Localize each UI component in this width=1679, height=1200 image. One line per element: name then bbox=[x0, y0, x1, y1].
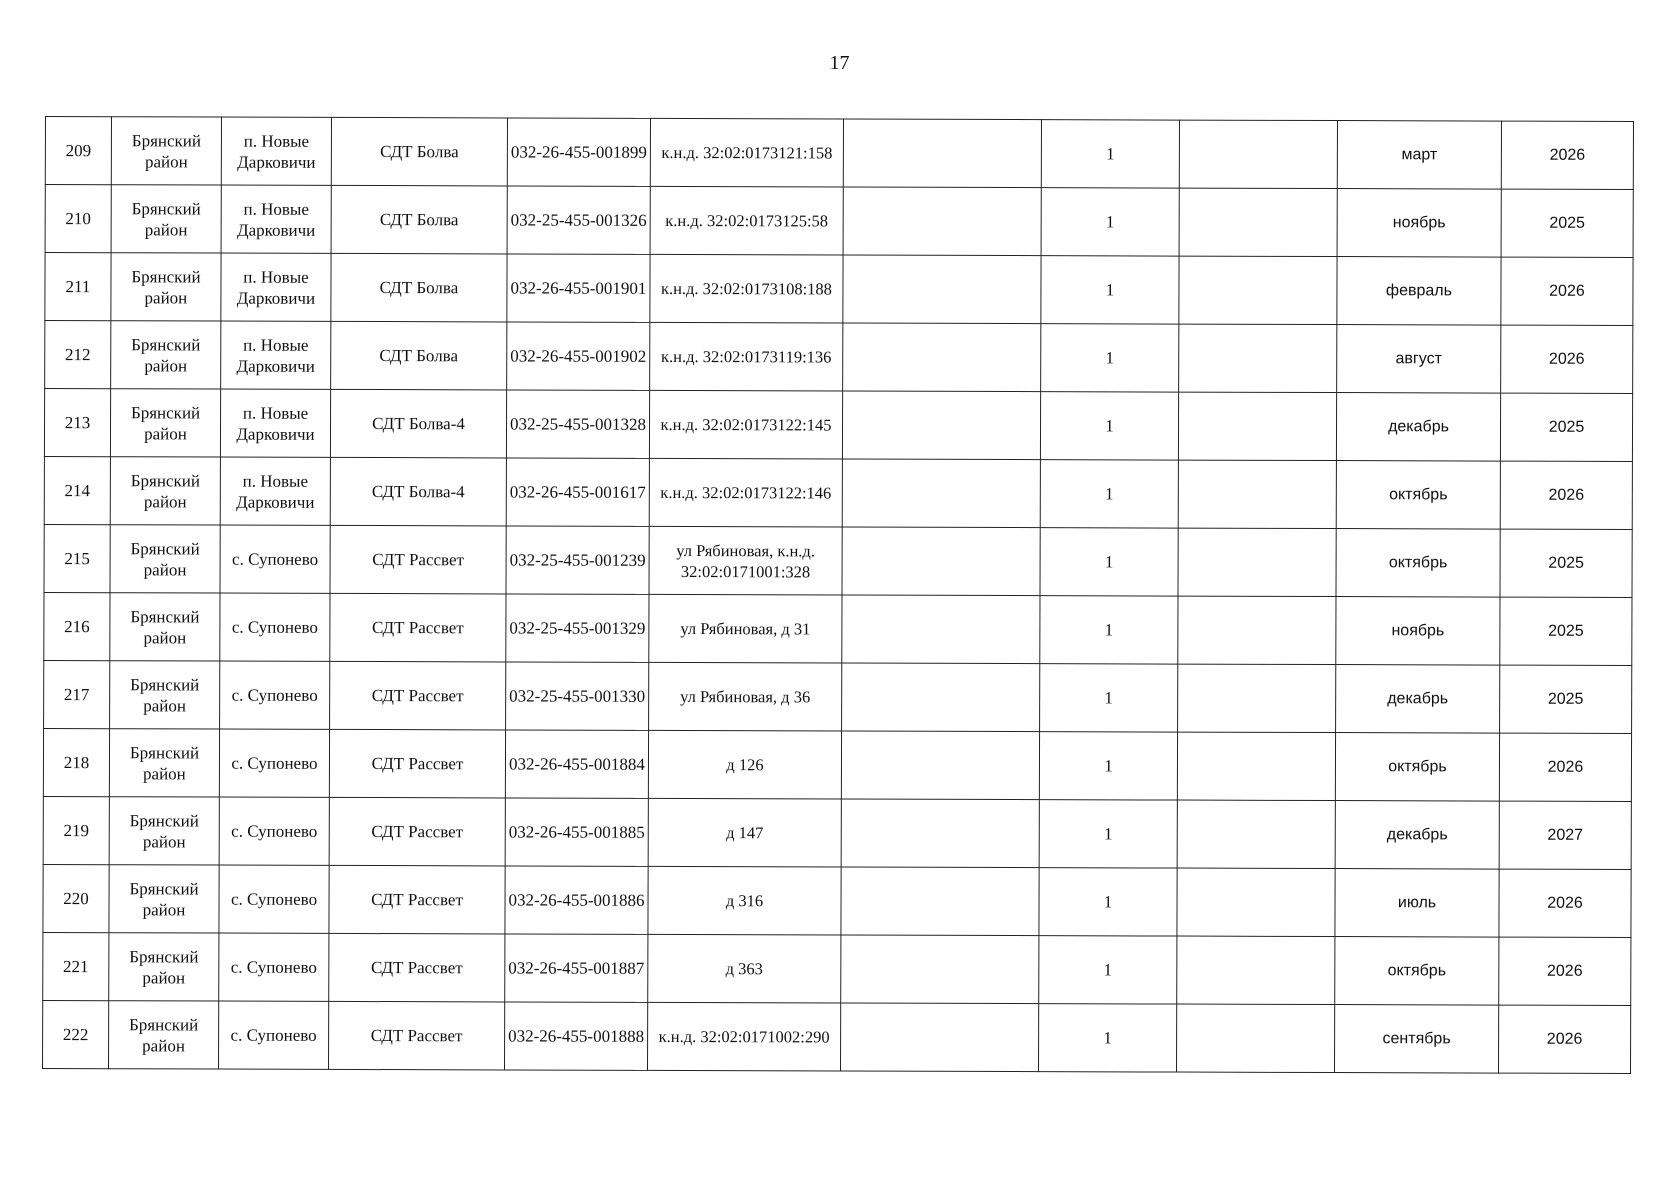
month-cell: декабрь bbox=[1336, 665, 1500, 734]
row-number-cell: 214 bbox=[44, 456, 110, 524]
code-cell: 032-25-455-001326 bbox=[507, 186, 650, 254]
month-cell: февраль bbox=[1337, 257, 1501, 326]
code-cell: 032-26-455-001617 bbox=[506, 458, 649, 526]
empty-cell bbox=[1179, 256, 1337, 324]
year-cell: 2026 bbox=[1499, 733, 1631, 801]
address-cell: к.н.д. 32:02:0173125:58 bbox=[650, 186, 843, 255]
row-number-cell: 218 bbox=[43, 728, 109, 796]
organization-cell: СДТ Болва bbox=[331, 117, 507, 186]
code-cell: 032-26-455-001885 bbox=[505, 798, 648, 866]
page-number: 17 bbox=[829, 52, 850, 74]
empty-cell bbox=[841, 799, 1039, 868]
empty-cell bbox=[842, 663, 1040, 732]
district-cell: Брянский район bbox=[109, 865, 219, 933]
quantity-cell: 1 bbox=[1041, 188, 1179, 256]
code-cell: 032-26-455-001902 bbox=[507, 322, 650, 390]
quantity-cell: 1 bbox=[1039, 868, 1177, 936]
month-cell: март bbox=[1337, 121, 1501, 190]
organization-cell: СДТ Рассвет bbox=[330, 593, 506, 662]
address-cell: д 126 bbox=[648, 730, 841, 799]
row-number-cell: 219 bbox=[43, 796, 109, 864]
table-row bbox=[44, 524, 1632, 597]
code-cell: 032-25-455-001329 bbox=[506, 594, 649, 662]
table-row bbox=[43, 1000, 1631, 1073]
year-cell: 2026 bbox=[1501, 325, 1633, 393]
quantity-cell: 1 bbox=[1039, 732, 1177, 800]
quantity-cell: 1 bbox=[1041, 324, 1179, 392]
table-row bbox=[45, 117, 1633, 190]
year-cell: 2025 bbox=[1501, 189, 1633, 257]
empty-cell bbox=[1177, 732, 1335, 800]
address-cell: д 147 bbox=[648, 798, 841, 867]
organization-cell: СДТ Рассвет bbox=[329, 729, 505, 798]
locality-cell: п. Новые Дарковичи bbox=[221, 117, 331, 185]
row-number-cell: 217 bbox=[44, 660, 110, 728]
quantity-cell: 1 bbox=[1040, 528, 1178, 596]
empty-cell bbox=[841, 867, 1039, 936]
row-number-cell: 221 bbox=[43, 932, 109, 1000]
organization-cell: СДТ Рассвет bbox=[330, 661, 506, 730]
address-cell: к.н.д. 32:02:0173108:188 bbox=[650, 254, 843, 323]
locality-cell: п. Новые Дарковичи bbox=[221, 185, 331, 253]
month-cell: ноябрь bbox=[1337, 189, 1501, 258]
organization-cell: СДТ Болва bbox=[331, 185, 507, 254]
district-cell: Брянский район bbox=[109, 729, 219, 797]
empty-cell bbox=[1178, 392, 1336, 460]
empty-cell bbox=[841, 1003, 1039, 1072]
locality-cell: с. Супонево bbox=[219, 933, 329, 1001]
district-cell: Брянский район bbox=[109, 797, 219, 865]
locality-cell: п. Новые Дарковичи bbox=[220, 389, 330, 457]
address-cell: к.н.д. 32:02:0173119:136 bbox=[650, 322, 843, 391]
table-row bbox=[43, 864, 1631, 937]
month-cell: декабрь bbox=[1335, 801, 1499, 870]
month-cell: декабрь bbox=[1336, 393, 1500, 462]
empty-cell bbox=[841, 731, 1039, 800]
month-cell: октябрь bbox=[1335, 733, 1499, 802]
year-cell: 2025 bbox=[1500, 665, 1632, 733]
year-cell: 2027 bbox=[1499, 801, 1631, 869]
district-cell: Брянский район bbox=[111, 253, 221, 321]
row-number-cell: 212 bbox=[45, 321, 111, 389]
month-cell: сентябрь bbox=[1335, 1005, 1499, 1074]
locality-cell: с. Супонево bbox=[220, 525, 330, 593]
document-table-container bbox=[42, 116, 1633, 1074]
year-cell: 2026 bbox=[1501, 121, 1633, 189]
locality-cell: с. Супонево bbox=[219, 797, 329, 865]
empty-cell bbox=[1178, 528, 1336, 596]
address-cell: к.н.д. 32:02:0173121:158 bbox=[650, 118, 843, 187]
code-cell: 032-26-455-001887 bbox=[505, 934, 648, 1002]
empty-cell bbox=[1178, 460, 1336, 528]
year-cell: 2025 bbox=[1500, 529, 1632, 597]
organization-cell: СДТ Рассвет bbox=[329, 1001, 505, 1070]
table-row bbox=[44, 389, 1632, 462]
locality-cell: с. Супонево bbox=[219, 729, 329, 797]
code-cell: 032-25-455-001330 bbox=[506, 662, 649, 730]
document-table bbox=[42, 116, 1634, 1074]
address-cell: ул Рябиновая, д 36 bbox=[649, 662, 842, 731]
empty-cell bbox=[843, 187, 1041, 256]
empty-cell bbox=[842, 459, 1040, 528]
organization-cell: СДТ Болва-4 bbox=[330, 457, 506, 526]
locality-cell: п. Новые Дарковичи bbox=[220, 457, 330, 525]
empty-cell bbox=[1177, 936, 1335, 1004]
table-row bbox=[44, 456, 1632, 529]
code-cell: 032-26-455-001901 bbox=[507, 254, 650, 322]
code-cell: 032-25-455-001239 bbox=[506, 526, 649, 594]
organization-cell: СДТ Рассвет bbox=[329, 797, 505, 866]
month-cell: октябрь bbox=[1335, 937, 1499, 1006]
year-cell: 2026 bbox=[1501, 257, 1633, 325]
row-number-cell: 220 bbox=[43, 864, 109, 932]
organization-cell: СДТ Болва bbox=[331, 321, 507, 390]
table-row bbox=[43, 932, 1631, 1005]
month-cell: октябрь bbox=[1336, 461, 1500, 530]
district-cell: Брянский район bbox=[109, 1001, 219, 1069]
empty-cell bbox=[1178, 664, 1336, 732]
quantity-cell: 1 bbox=[1040, 596, 1178, 664]
locality-cell: с. Супонево bbox=[220, 593, 330, 661]
year-cell: 2025 bbox=[1500, 597, 1632, 665]
locality-cell: п. Новые Дарковичи bbox=[221, 253, 331, 321]
locality-cell: с. Супонево bbox=[219, 1001, 329, 1069]
address-cell: к.н.д. 32:02:0173122:146 bbox=[649, 458, 842, 527]
month-cell: июль bbox=[1335, 869, 1499, 938]
address-cell: к.н.д. 32:02:0173122:145 bbox=[649, 390, 842, 459]
row-number-cell: 209 bbox=[45, 117, 111, 185]
quantity-cell: 1 bbox=[1040, 460, 1178, 528]
code-cell: 032-25-455-001328 bbox=[506, 390, 649, 458]
organization-cell: СДТ Рассвет bbox=[330, 525, 506, 594]
empty-cell bbox=[842, 391, 1040, 460]
empty-cell bbox=[843, 323, 1041, 392]
code-cell: 032-26-455-001884 bbox=[505, 730, 648, 798]
row-number-cell: 215 bbox=[44, 524, 110, 592]
code-cell: 032-26-455-001888 bbox=[505, 1002, 648, 1070]
year-cell: 2026 bbox=[1499, 937, 1631, 1005]
table-row bbox=[45, 253, 1633, 326]
address-cell: ул Рябиновая, д 31 bbox=[649, 594, 842, 663]
quantity-cell: 1 bbox=[1041, 256, 1179, 324]
quantity-cell: 1 bbox=[1039, 1004, 1177, 1072]
district-cell: Брянский район bbox=[110, 457, 220, 525]
quantity-cell: 1 bbox=[1041, 120, 1179, 188]
empty-cell bbox=[843, 255, 1041, 324]
locality-cell: с. Супонево bbox=[219, 865, 329, 933]
year-cell: 2026 bbox=[1499, 869, 1631, 937]
district-cell: Брянский район bbox=[111, 117, 221, 185]
district-cell: Брянский район bbox=[111, 321, 221, 389]
address-cell: к.н.д. 32:02:0171002:290 bbox=[648, 1002, 841, 1071]
empty-cell bbox=[842, 527, 1040, 596]
empty-cell bbox=[1177, 800, 1335, 868]
quantity-cell: 1 bbox=[1040, 664, 1178, 732]
address-cell: д 316 bbox=[648, 866, 841, 935]
district-cell: Брянский район bbox=[110, 525, 220, 593]
table-body bbox=[43, 117, 1634, 1074]
district-cell: Брянский район bbox=[110, 593, 220, 661]
row-number-cell: 222 bbox=[43, 1000, 109, 1068]
empty-cell bbox=[842, 595, 1040, 664]
organization-cell: СДТ Болва bbox=[331, 253, 507, 322]
table-row bbox=[45, 321, 1633, 394]
organization-cell: СДТ Рассвет bbox=[329, 865, 505, 934]
district-cell: Брянский район bbox=[110, 661, 220, 729]
empty-cell bbox=[1179, 324, 1337, 392]
code-cell: 032-26-455-001886 bbox=[505, 866, 648, 934]
quantity-cell: 1 bbox=[1040, 392, 1178, 460]
table-row bbox=[44, 592, 1632, 665]
row-number-cell: 213 bbox=[44, 389, 110, 457]
table-row bbox=[45, 185, 1633, 258]
row-number-cell: 210 bbox=[45, 185, 111, 253]
empty-cell bbox=[1177, 868, 1335, 936]
table-row bbox=[44, 660, 1632, 733]
district-cell: Брянский район bbox=[111, 185, 221, 253]
locality-cell: п. Новые Дарковичи bbox=[221, 321, 331, 389]
row-number-cell: 211 bbox=[45, 253, 111, 321]
month-cell: ноябрь bbox=[1336, 597, 1500, 666]
month-cell: август bbox=[1337, 325, 1501, 394]
address-cell: ул Рябиновая, к.н.д. 32:02:0171001:328 bbox=[649, 526, 842, 595]
quantity-cell: 1 bbox=[1039, 800, 1177, 868]
year-cell: 2026 bbox=[1500, 461, 1632, 529]
empty-cell bbox=[841, 935, 1039, 1004]
empty-cell bbox=[1179, 120, 1337, 188]
row-number-cell: 216 bbox=[44, 592, 110, 660]
year-cell: 2026 bbox=[1499, 1005, 1631, 1073]
empty-cell bbox=[1179, 188, 1337, 256]
empty-cell bbox=[843, 119, 1041, 188]
table-row bbox=[43, 796, 1631, 869]
quantity-cell: 1 bbox=[1039, 936, 1177, 1004]
table-row bbox=[43, 728, 1631, 801]
district-cell: Брянский район bbox=[110, 389, 220, 457]
organization-cell: СДТ Болва-4 bbox=[330, 389, 506, 458]
organization-cell: СДТ Рассвет bbox=[329, 933, 505, 1002]
code-cell: 032-26-455-001899 bbox=[507, 118, 650, 186]
address-cell: д 363 bbox=[648, 934, 841, 1003]
locality-cell: с. Супонево bbox=[220, 661, 330, 729]
empty-cell bbox=[1177, 1004, 1335, 1072]
empty-cell bbox=[1178, 596, 1336, 664]
district-cell: Брянский район bbox=[109, 933, 219, 1001]
year-cell: 2025 bbox=[1500, 393, 1632, 461]
month-cell: октябрь bbox=[1336, 529, 1500, 598]
